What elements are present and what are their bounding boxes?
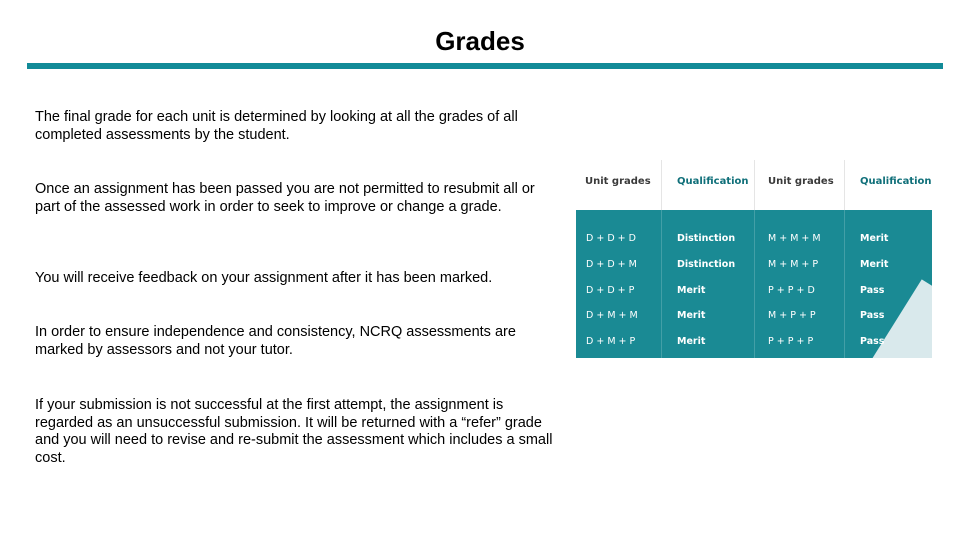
title-underline xyxy=(27,63,943,69)
table-cell: Pass xyxy=(860,285,885,296)
header-qualification-1: Qualification xyxy=(677,176,749,187)
table-cell: P + P + P xyxy=(768,336,814,347)
paragraph-final-grade: The final grade for each unit is determined by looking at all the grades of all completed assessments by the student. xyxy=(35,109,518,143)
table-cell: D + D + P xyxy=(586,285,635,296)
table-cell: Distinction xyxy=(677,259,736,270)
paragraph-feedback: You will receive feedback on your assignment after it has been marked. xyxy=(35,270,493,286)
grades-table-image xyxy=(576,160,932,358)
paragraph-independence: In order to ensure independence and consistency, NCRQ assessments are marked by assessors and not your tutor. xyxy=(35,324,516,358)
header-unit-grades-1: Unit grades xyxy=(585,176,651,187)
table-cell: Merit xyxy=(677,336,706,347)
table-cell: Merit xyxy=(860,259,889,270)
table-cell: Merit xyxy=(860,233,889,244)
table-cell: D + D + D xyxy=(586,233,636,244)
paragraph-no-resubmit: Once an assignment has been passed you are not permitted to resubmit all or part of the assessed work in order to seek to improve or change a grade. xyxy=(35,181,535,215)
header-unit-grades-2: Unit grades xyxy=(768,176,834,187)
column-divider xyxy=(661,210,662,358)
table-cell: D + M + M xyxy=(586,310,638,321)
paragraph-refer: If your submission is not successful at the first attempt, the assignment is regarded as an unsuccessful submission. It will be returned with a “refer” grade and you will need to revise and re-submit the assessment which includes a small cost. xyxy=(35,397,553,466)
slide-title: Grades xyxy=(435,26,525,56)
table-cell: M + P + P xyxy=(768,310,816,321)
table-cell: M + M + P xyxy=(768,259,819,270)
table-cell: Distinction xyxy=(677,233,736,244)
table-cell: Merit xyxy=(677,310,706,321)
table-cell: Pass xyxy=(860,336,885,347)
table-cell: D + M + P xyxy=(586,336,636,347)
table-cell: P + P + D xyxy=(768,285,815,296)
table-cell: M + M + M xyxy=(768,233,821,244)
header-qualification-2: Qualification xyxy=(860,176,932,187)
column-divider xyxy=(754,160,755,210)
table-cell: Merit xyxy=(677,285,706,296)
column-divider xyxy=(844,210,845,358)
table-cell: Pass xyxy=(860,310,885,321)
column-divider xyxy=(661,160,662,210)
column-divider xyxy=(844,160,845,210)
column-divider xyxy=(754,210,755,358)
table-cell: D + D + M xyxy=(586,259,637,270)
